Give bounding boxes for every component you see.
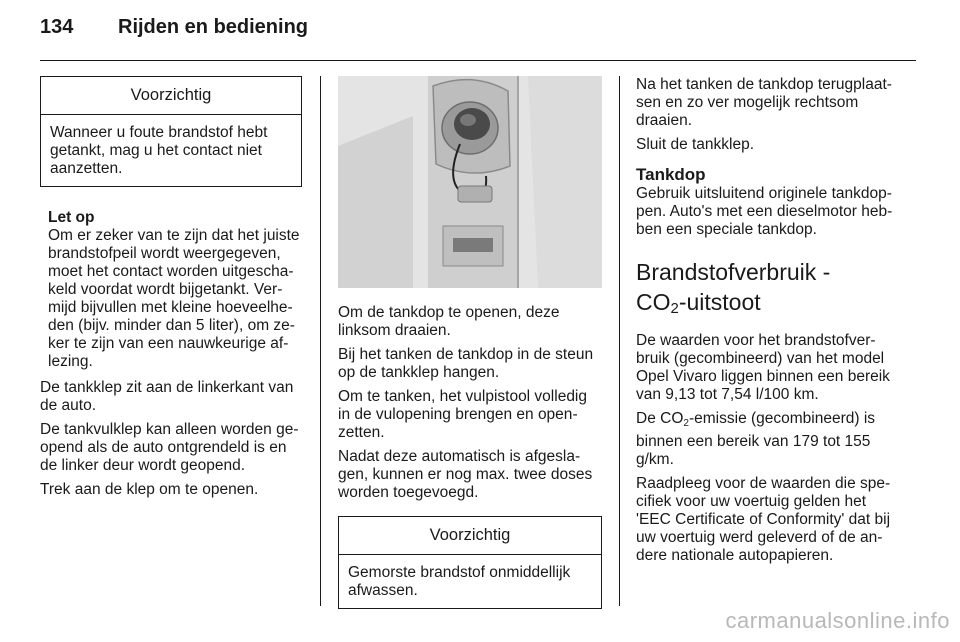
fuel-cap-illustration [338, 76, 602, 288]
section-heading-sub: 2 [670, 300, 679, 317]
caution-text: Wanneer u foute brandstof hebt getankt, mag u het contact niet aanzetten. [50, 124, 268, 177]
fuel-cap-photo [338, 76, 602, 288]
note-text: Om er zeker van te zijn dat het juiste brandstofpeil wordt weergegeven, moet het contact worden uitgeschakeld voordat wordt bijgetankt. Vermijd bijvullen met kleine hoeveelheden (bijv. minder dan 5 liter), om zeker te zijn van een nauwkeurige aflezing. [48, 227, 300, 370]
paragraph: Raadpleeg voor de waarden die specifiek voor uw voertuig gelden het 'EEC Certificate of Conformity' dat bij uw voertuig werd geleverd of de andere nationale autopapieren. [636, 475, 891, 564]
column-right [636, 76, 902, 571]
column-divider [320, 76, 321, 606]
caution-text: Gemorste brandstof onmiddellijk afwassen. [348, 564, 571, 599]
subheading-tankdop: Tankdop [636, 165, 706, 184]
column-divider [619, 76, 620, 606]
page-title: Rijden en bediening [118, 16, 309, 38]
paragraph-co2 [636, 410, 902, 469]
paragraph: Nadat deze automatisch is afgeslagen, kunnen er nog max. twee doses worden toegevoegd. [338, 448, 593, 501]
caution-title: Voorzichtig [41, 77, 301, 115]
co2-post: -emissie (gecombineerd) is binnen een bereik van 179 tot 155 g/km. [636, 410, 876, 468]
paragraph: Om te tanken, het vulpistool volledig in de vulopening brengen en openzetten. [338, 388, 587, 441]
caution-box [40, 76, 302, 187]
section-heading-co: CO [636, 289, 671, 315]
paragraph: Na het tanken de tankdop terugplaatsen en zo ver mogelijk rechtsom draaien. [636, 76, 892, 129]
paragraph: De tankvulklep kan alleen worden geopend als de auto ontgrendeld is en de linker deur wordt geopend. [40, 421, 299, 474]
paragraph: Sluit de tankklep. [636, 136, 755, 153]
note-box [48, 209, 302, 371]
co2-pre: De CO [636, 410, 684, 427]
paragraph: Om de tankdop te openen, deze linksom draaien. [338, 304, 560, 339]
paragraph: De tankklep zit aan de linkerkant van de auto. [40, 379, 294, 414]
paragraph: Bij het tanken de tankdop in de steun op de tankklep hangen. [338, 346, 594, 381]
co2-sub: 2 [683, 418, 689, 429]
caution-title: Voorzichtig [339, 517, 601, 555]
page-number: 134 [40, 16, 74, 38]
page-header [40, 16, 308, 39]
paragraph: De waarden voor het brandstofverbruik (gecombineerd) van het model Opel Vivaro liggen binnen een bereik van 9,13 tot 7,54 l/100 km. [636, 332, 890, 403]
paragraph: Gebruik uitsluitend originele tankdoppen. Auto's met een dieselmotor hebben een speciale tankdop. [636, 185, 893, 238]
column-left [40, 76, 302, 505]
note-title: Let op [48, 209, 95, 226]
paragraph: Trek aan de klep om te openen. [40, 481, 259, 498]
column-middle [338, 76, 602, 609]
section-heading [636, 257, 902, 324]
section-heading-line1: Brandstofverbruik - [636, 259, 831, 285]
section-heading-line2: -uitstoot [678, 289, 761, 315]
watermark: carmanualsonline.info [725, 608, 950, 633]
header-rule [40, 60, 916, 61]
caution-box [338, 516, 602, 609]
